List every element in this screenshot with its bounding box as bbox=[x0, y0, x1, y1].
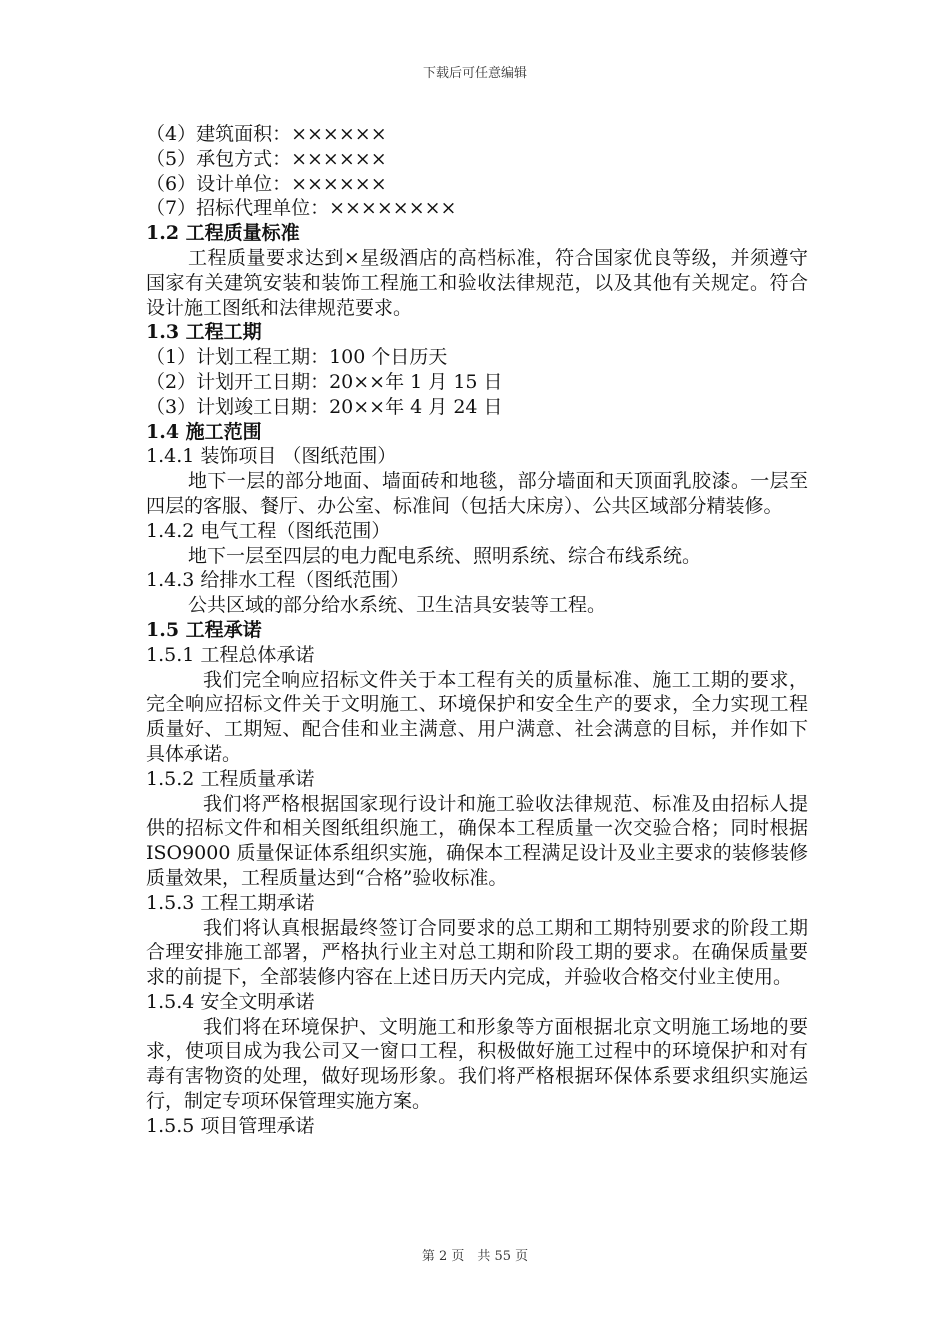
list-item: （5）承包方式：×××××× bbox=[146, 147, 387, 170]
paragraph: 我们将严格根据国家现行设计和施工验收法律规范、标准及由招标人提供的招标文件和相关图纸组织施工，确保本工程质量一次交验合格；同时根据 ISO9000 质量保证体系组织实施，确保本工程满足设计及业主要求的装修装修质量效果，工程质量达到“合格”验收标准。 bbox=[146, 792, 808, 889]
section-heading-1-3: 1.3 工程工期 bbox=[146, 321, 262, 344]
section-heading-1-5: 1.5 工程承诺 bbox=[146, 618, 262, 641]
paragraph: 工程质量要求达到×星级酒店的高档标准，符合国家优良等级，并须遵守国家有关建筑安装和装饰工程施工和验收法律规范，以及其他有关规定。符合设计施工图纸和法律规范要求。 bbox=[146, 246, 808, 319]
document-body bbox=[146, 122, 808, 1139]
list-item: （4）建筑面积：×××××× bbox=[146, 123, 387, 145]
section-heading-1-2: 1.2 工程质量标准 bbox=[146, 222, 300, 245]
paragraph: 我们将认真根据最终签订合同要求的总工期和工期特别要求的阶段工期合理安排施工部署，严格执行业主对总工期和阶段工期的要求。在确保质量要求的前提下，全部装修内容在上述日历天内完成，并验收合格交付业主使用。 bbox=[146, 916, 808, 989]
list-item: （2）计划开工日期：20××年 1 月 15 日 bbox=[146, 370, 503, 393]
subsection-heading: 1.4.2 电气工程（图纸范围） bbox=[146, 519, 391, 542]
list-item: （7）招标代理单位：×××××××× bbox=[146, 197, 457, 220]
subsection-heading: 1.5.5 项目管理承诺 bbox=[146, 1114, 315, 1137]
subsection-heading: 1.5.1 工程总体承诺 bbox=[146, 643, 315, 666]
section-heading-1-4: 1.4 施工范围 bbox=[146, 420, 262, 443]
subsection-heading: 1.4.1 装饰项目 （图纸范围） bbox=[146, 445, 397, 468]
subsection-heading: 1.5.2 工程质量承诺 bbox=[146, 767, 315, 790]
paragraph: 我们完全响应招标文件关于本工程有关的质量标准、施工工期的要求，完全响应招标文件关于文明施工、环境保护和安全生产的要求，全力实现工程质量好、工期短、配合佳和业主满意、用户满意、社会满意的目标，并作如下具体承诺。 bbox=[146, 668, 808, 765]
list-item: （3）计划竣工日期：20××年 4 月 24 日 bbox=[146, 395, 503, 418]
page-footer: 第 2 页 共 55 页 bbox=[421, 1249, 529, 1264]
subsection-heading: 1.4.3 给排水工程（图纸范围） bbox=[146, 569, 410, 592]
list-item: （1）计划工程工期：100 个日历天 bbox=[146, 346, 448, 369]
subsection-heading: 1.5.4 安全文明承诺 bbox=[146, 990, 315, 1013]
paragraph: 公共区域的部分给水系统、卫生洁具安装等工程。 bbox=[188, 594, 607, 617]
page-header: 下载后可任意编辑 bbox=[422, 66, 527, 81]
list-item: （6）设计单位：×××××× bbox=[146, 172, 387, 195]
subsection-heading: 1.5.3 工程工期承诺 bbox=[146, 891, 315, 914]
paragraph: 地下一层至四层的电力配电系统、照明系统、综合布线系统。 bbox=[188, 544, 702, 567]
paragraph: 我们将在环境保护、文明施工和形象等方面根据北京文明施工场地的要求，使项目成为我公司又一窗口工程，积极做好施工过程中的环境保护和对有毒有害物资的处理，做好现场形象。我们将严格根据环保体系要求组织实施运行，制定专项环保管理实施方案。 bbox=[146, 1015, 808, 1113]
paragraph: 地下一层的部分地面、墙面砖和地毯，部分墙面和天顶面乳胶漆。一层至四层的客服、餐厅、办公室、标准间（包括大床房）、公共区域部分精装修。 bbox=[146, 470, 808, 517]
